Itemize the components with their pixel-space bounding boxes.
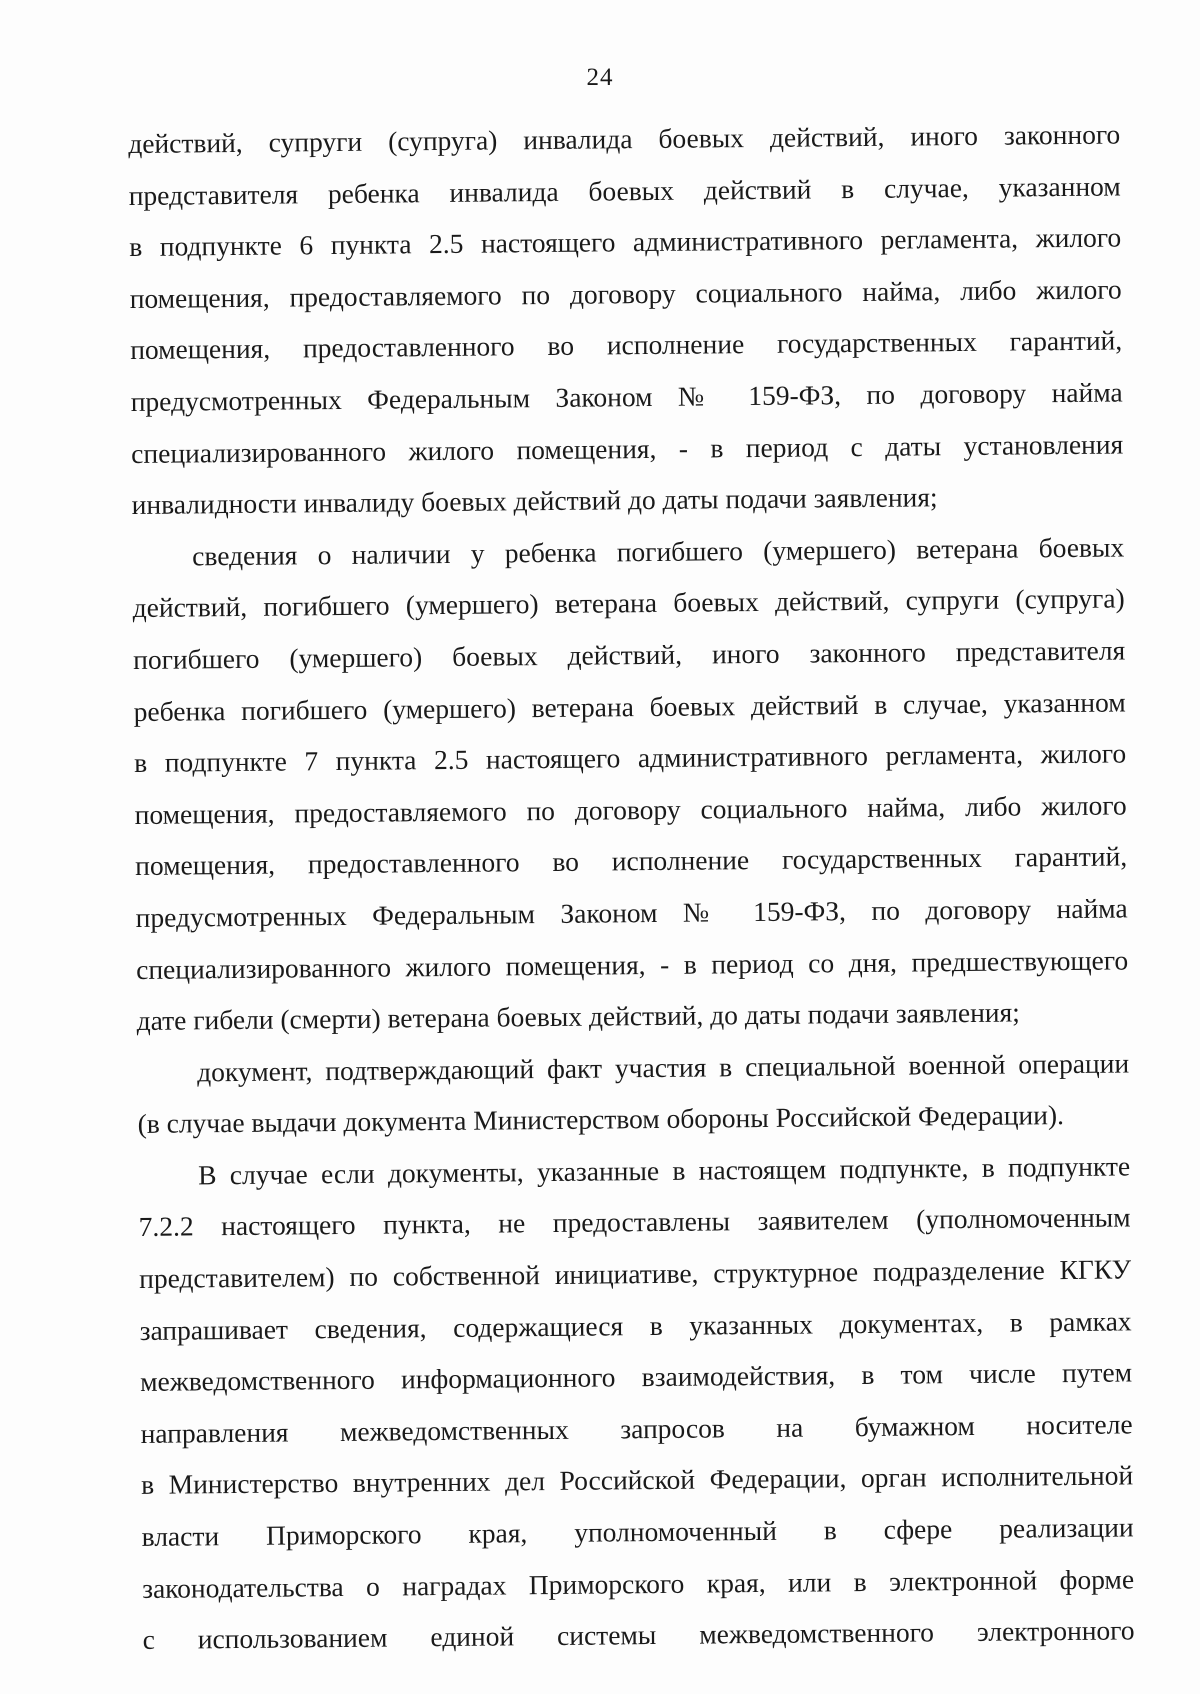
- text-line: дате гибели (смерти) ветерана боевых действий, до даты подачи заявления;: [136, 996, 1020, 1037]
- text-line: помещения, предоставляемого по договору социального найма, либо жилого: [129, 273, 1122, 314]
- body-text: [128, 108, 1135, 1665]
- text-line: межведомственного информационного взаимодействия, в том числе путем: [139, 1356, 1133, 1398]
- text-line: представителя ребенка инвалида боевых действий в случае, указанном: [128, 170, 1121, 211]
- text-line: в подпункте 7 пункта 2.5 настоящего административного регламента, жилого: [134, 737, 1127, 779]
- text-line: запрашивает сведения, содержащиеся в указанных документах, в рамках: [139, 1305, 1132, 1346]
- text-line: направления межведомственных запросов на бумажном носителе: [140, 1408, 1133, 1449]
- text-line: специализированного жилого помещения, - в период со дня, предшествующего: [136, 943, 1129, 985]
- text-line: законодательства о наградах Приморского края, или в электронной форме: [141, 1563, 1135, 1604]
- text-line: власти Приморского края, уполномоченный в сфере реализации: [141, 1511, 1134, 1552]
- text-line: помещения, предоставленного во исполнение государственных гарантий,: [135, 840, 1128, 882]
- text-line: предусмотренных Федеральным Законом № 159-ФЗ, по договору найма: [135, 892, 1128, 933]
- text-line: предусмотренных Федеральным Законом № 159-ФЗ, по договору найма: [130, 376, 1123, 417]
- text-line: сведения о наличии у ребенка погибшего (умершего) ветерана боевых: [192, 531, 1125, 572]
- text-line: (в случае выдачи документа Министерством обороны Российской Федерации).: [137, 1099, 1065, 1140]
- text-line: в Министерство внутренних дел Российской Федерации, орган исполнительной: [140, 1459, 1134, 1501]
- text-line: действий, погибшего (умершего) ветерана боевых действий, супруги (супруга): [132, 582, 1125, 624]
- text-line: помещения, предоставляемого по договору социального найма, либо жилого: [134, 789, 1127, 830]
- text-line: специализированного жилого помещения, - в период с даты установления: [131, 428, 1124, 469]
- text-line: документ, подтверждающий факт участия в специальной военной операции: [197, 1047, 1130, 1088]
- text-line: инвалидности инвалиду боевых действий до даты подачи заявления;: [131, 481, 938, 521]
- text-line: ребенка погибшего (умершего) ветерана боевых действий в случае, указанном: [133, 685, 1126, 727]
- page-number: 24: [586, 64, 614, 91]
- text-line: погибшего (умершего) боевых действий, иного законного представителя: [133, 634, 1126, 675]
- text-line: 7.2.2 настоящего пункта, не предоставлены заявителем (уполномоченным: [138, 1201, 1131, 1243]
- text-line: В случае если документы, указанные в настоящем подпункте, в подпункте: [197, 1150, 1131, 1191]
- text-line: представителем) по собственной инициативе, структурное подразделение КГКУ: [138, 1253, 1132, 1295]
- text-line: помещения, предоставленного во исполнение государственных гарантий,: [130, 324, 1123, 366]
- text-line: действий, супруги (супруга) инвалида боевых действий, иного законного: [128, 118, 1121, 159]
- text-line: с использованием единой системы межведомственного электронного: [142, 1614, 1135, 1656]
- text-line: в подпункте 6 пункта 2.5 настоящего административного регламента, жилого: [129, 221, 1122, 263]
